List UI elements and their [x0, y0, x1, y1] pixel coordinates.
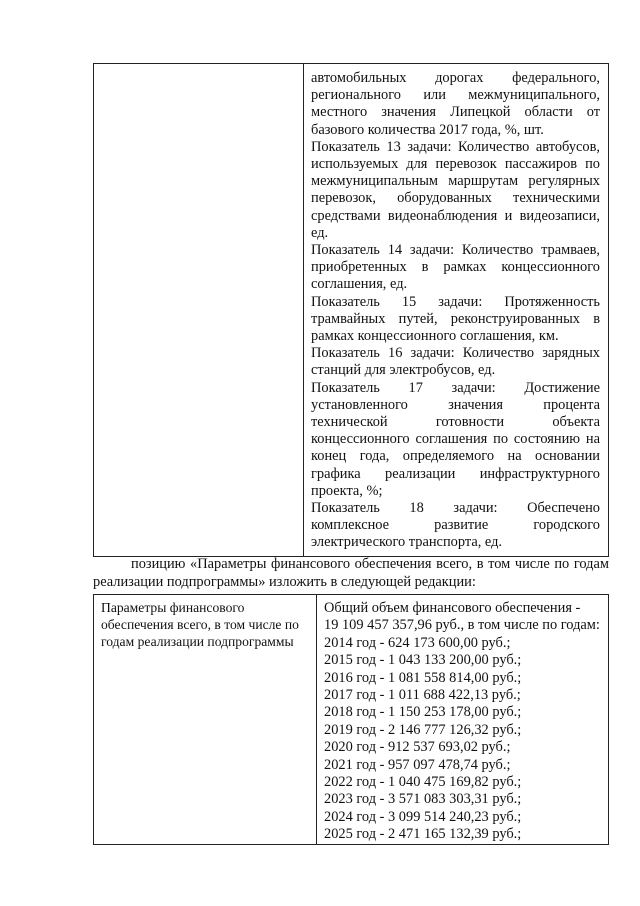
year-row: 2016 год - 1 081 558 814,00 руб.; [324, 669, 522, 686]
year-row: 2023 год - 3 571 083 303,31 руб.; [324, 791, 522, 808]
year-row: 2022 год - 1 040 475 169,82 руб.; [324, 774, 522, 791]
year-row: 2020 год - 912 537 693,02 руб.; [324, 739, 511, 756]
financing-label: Параметры финансового обеспечения всего, в том числе по годам реализации подпрограммы [101, 600, 299, 649]
indicator-text: автомобильных дорогах федерального, регионального или межмуниципального, местного значения Липецкой области от базового количества 2017 года, %, шт. [311, 70, 600, 138]
year-row: 2024 год - 3 099 514 240,23 руб.; [324, 808, 522, 825]
indicators-right-cell [304, 64, 609, 557]
indicator-18: Показатель 18 задачи: Обеспечено комплексное развитие городского электрического транспорта, ед. [311, 500, 600, 551]
year-row: 2025 год - 2 471 165 132,39 руб.; [324, 826, 522, 843]
indicators-left-cell [94, 64, 304, 557]
year-row: 2021 год - 957 097 478,74 руб.; [324, 756, 511, 773]
year-row: 2018 год - 1 150 253 178,00 руб.; [324, 704, 522, 721]
year-row: 2017 год - 1 011 688 422,13 руб.; [324, 687, 521, 704]
table-row [94, 64, 609, 557]
year-row: 2014 год - 624 173 600,00 руб.; [324, 634, 511, 651]
table-row [94, 595, 609, 845]
indicator-15: Показатель 15 задачи: Протяженность трамвайных путей, реконструированных в рамках концессионного соглашения, км. [311, 293, 600, 345]
financing-table [93, 594, 609, 845]
financing-total-label: Общий объем финансового обеспечения - [324, 600, 581, 616]
indicator-14: Показатель 14 задачи: Количество трамваев, приобретенных в рамках концессионного соглашения, ед. [311, 242, 600, 293]
indicator-17: Показатель 17 задачи: Достижение установленного значения процента технической готовности объекта концессионного соглашения по состоянию на конец года, определяемого на основании графика реализации инфраструктурного проекта, %; [311, 379, 600, 499]
body-paragraph: позицию «Параметры финансового обеспечения всего, в том числе по годам реализации подпрограммы» изложить в следующей редакции: [93, 556, 609, 590]
year-row: 2015 год - 1 043 133 200,00 руб.; [324, 652, 522, 669]
indicator-13: Показатель 13 задачи: Количество автобусов, используемых для перевозок пассажиров по межмуниципальным маршрутам регулярных перевозок, оборудованных техническими средствами видеонаблюдения и видеозаписи, ед. [311, 138, 600, 241]
financing-label-cell [94, 595, 317, 845]
financing-total-value: 19 109 457 357,96 руб., в том числе по годам: [324, 617, 600, 634]
financing-values-cell [317, 595, 609, 845]
year-row: 2019 год - 2 146 777 126,32 руб.; [324, 721, 522, 738]
indicator-16: Показатель 16 задачи: Количество зарядных станций для электробусов, ед. [311, 345, 600, 379]
indicators-table [93, 63, 609, 557]
